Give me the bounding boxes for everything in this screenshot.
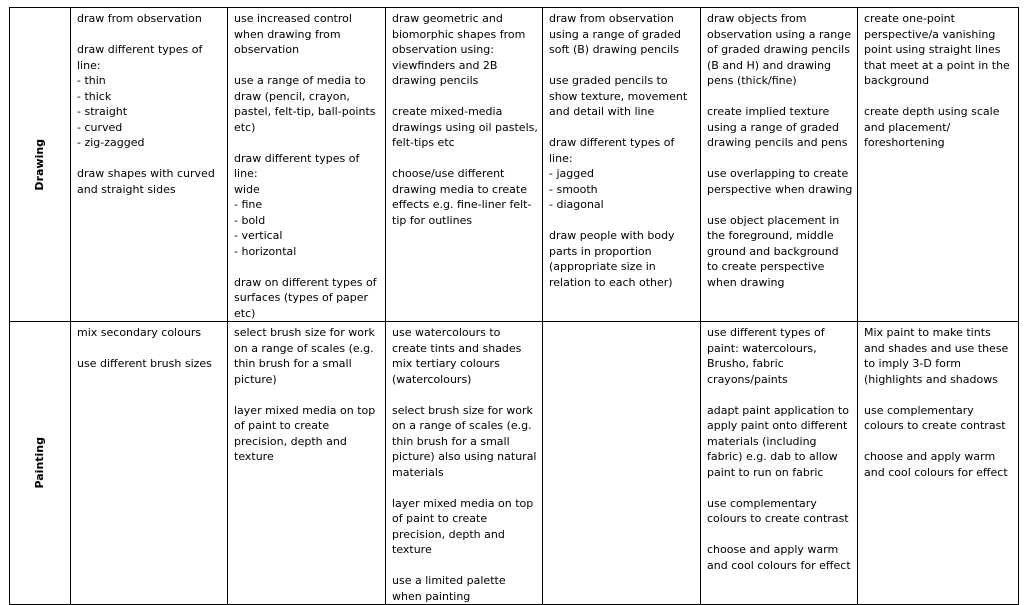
cell-text: choose and apply warm and cool colours for effect xyxy=(707,543,851,572)
cell-text xyxy=(707,387,853,403)
table-cell xyxy=(71,322,228,605)
table-cell xyxy=(71,8,228,322)
cell-text: create one-point perspective/a vanishing point using straight lines that meet at a point in the background xyxy=(864,12,1014,87)
cell-text: mix tertiary colours (watercolours) xyxy=(392,357,504,386)
cell-text xyxy=(707,151,853,167)
cell-text: - zig-zagged xyxy=(77,136,145,149)
table-cell xyxy=(858,8,1019,322)
cell-text: draw objects from observation using a range of graded drawing pencils (B and H) and drawing pens (thick/fine) xyxy=(707,12,855,87)
cell-text xyxy=(77,151,223,167)
table-cell xyxy=(701,8,858,322)
cell-text: draw shapes with curved and straight sides xyxy=(77,167,219,196)
cell-text xyxy=(707,89,853,105)
table-cell xyxy=(543,8,701,322)
cell-text xyxy=(549,213,696,229)
cell-text: - fine xyxy=(234,198,263,211)
cell-text: create implied texture using a range of graded drawing pencils and pens xyxy=(707,105,848,149)
cell-text: draw from observation xyxy=(77,12,202,25)
cell-text: - horizontal xyxy=(234,244,297,258)
cell-text: Mix paint to make tints and shades and use these to imply 3-D form (highlights and shadows xyxy=(864,326,1012,386)
cell-text: select brush size for work on a range of scales (e.g. thin brush for a small picture) also using natural materials xyxy=(392,403,540,479)
cell-text: use graded pencils to show texture, movement and detail with line xyxy=(549,74,691,118)
cell-text: use different types of paint: watercolours, Brusho, fabric crayons/paints xyxy=(707,326,829,386)
cell-text: use watercolours to create tints and shades xyxy=(392,326,522,355)
cell-text xyxy=(392,387,538,403)
cell-text xyxy=(392,151,538,167)
cell-text: use a range of media to draw (pencil, crayon, pastel, felt-tip, ball-points etc) xyxy=(234,74,379,134)
cell-text: layer mixed media on top of paint to create precision, depth and texture xyxy=(234,403,379,463)
cell-text: adapt paint application to apply paint onto different materials (including fabric) e.g. dab to allow paint to run on fabric xyxy=(707,403,853,479)
table-body xyxy=(10,8,1019,605)
cell-text: use complementary colours to create contrast xyxy=(707,496,849,525)
cell-text xyxy=(234,135,381,151)
cell-text: layer mixed media on top of paint to create precision, depth and texture xyxy=(392,496,537,556)
cell-text xyxy=(549,58,696,74)
table-cell xyxy=(386,322,543,605)
cell-text: - jagged xyxy=(549,167,594,180)
row-header-painting xyxy=(10,322,71,605)
cell-text: draw geometric and biomorphic shapes from observation using: viewfinders and 2B drawing pencils xyxy=(392,12,529,87)
table-cell xyxy=(701,322,858,605)
cell-text: - curved xyxy=(77,120,123,134)
cell-text xyxy=(864,434,1014,450)
cell-text xyxy=(77,27,223,43)
cell-text: choose/use different drawing media to create effects e.g. fine-liner felt-tip for outlines xyxy=(392,167,532,227)
table-row-painting xyxy=(10,322,1019,605)
cell-text xyxy=(707,480,853,496)
cell-text xyxy=(707,197,853,213)
cell-text: create depth using scale and placement/ foreshortening xyxy=(864,105,1003,149)
cell-text: use a limited palette when painting xyxy=(392,574,510,603)
cell-text: - thick xyxy=(77,89,112,103)
table-cell xyxy=(543,322,701,605)
cell-text: mix secondary colours xyxy=(77,326,202,339)
cell-text: draw different types of line: xyxy=(234,151,363,180)
cell-text: - smooth xyxy=(549,182,598,196)
cell-text xyxy=(392,89,538,105)
cell-text xyxy=(707,527,853,543)
cell-text xyxy=(77,341,223,357)
cell-text xyxy=(392,480,538,496)
cell-text: use object placement in the foreground, middle ground and background to create perspective when drawing xyxy=(707,213,843,289)
cell-text xyxy=(864,387,1014,403)
cell-text: create mixed-media drawings using oil pastels, felt-tips etc xyxy=(392,105,542,149)
cell-text: choose and apply warm and cool colours for effect xyxy=(864,450,1008,479)
cell-text xyxy=(234,58,381,74)
cell-text: - bold xyxy=(234,213,266,227)
table-cell xyxy=(386,8,543,322)
cell-text: draw on different types of surfaces (types of paper etc) xyxy=(234,275,381,320)
table-row-drawing xyxy=(10,8,1019,322)
cell-text: use complementary colours to create contrast xyxy=(864,403,1006,432)
cell-text xyxy=(234,259,381,275)
table-cell xyxy=(228,8,386,322)
cell-text: - vertical xyxy=(234,229,283,242)
cell-text: - straight xyxy=(77,105,128,118)
cell-text: draw from observation using a range of graded soft (B) drawing pencils xyxy=(549,12,685,56)
cell-text: - thin xyxy=(77,74,106,87)
cell-text: use increased control when drawing from observation xyxy=(234,12,356,56)
cell-text: select brush size for work on a range of scales (e.g. thin brush for a small picture) xyxy=(234,326,379,386)
cell-text xyxy=(234,387,381,403)
cell-text xyxy=(864,89,1014,105)
cell-text: draw different types of line: xyxy=(77,43,206,72)
cell-text: wide xyxy=(234,182,260,196)
curriculum-table xyxy=(9,7,1019,605)
cell-text xyxy=(549,120,696,136)
cell-text: use different brush sizes xyxy=(77,357,212,370)
table-cell xyxy=(858,322,1019,605)
cell-text: use overlapping to create perspective when drawing xyxy=(707,167,853,196)
cell-text: draw people with body parts in proportion (appropriate size in relation to each other) xyxy=(549,229,679,289)
row-label: Painting xyxy=(33,437,47,489)
cell-text: - diagonal xyxy=(549,198,604,211)
cell-text xyxy=(392,558,538,574)
row-header-drawing xyxy=(10,8,71,322)
row-label: Drawing xyxy=(33,138,47,191)
table-cell xyxy=(228,322,386,605)
cell-text: draw different types of line: xyxy=(549,136,678,165)
